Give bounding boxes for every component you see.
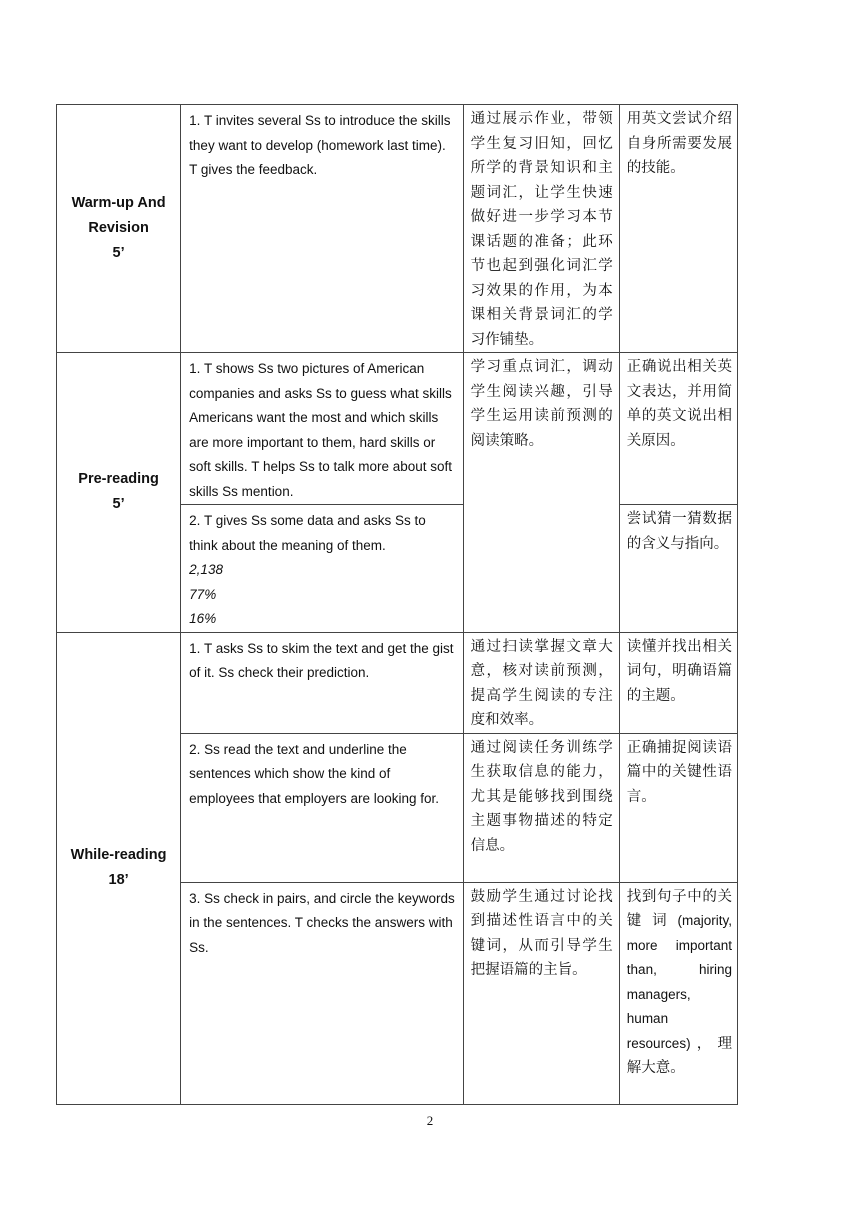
purpose-cell: 通过阅读任务训练学生获取信息的能力，尤其是能够找到围绕主题事物描述的特定信息。 (463, 733, 619, 882)
outcome-cell: 正确说出相关英文表达，并用简单的英文说出相关原因。 (619, 353, 737, 505)
outcome-cell: 正确捕捉阅读语篇中的关键性语言。 (619, 733, 737, 882)
data-value: 16% (189, 611, 217, 626)
purpose-cell: 鼓励学生通过讨论找到描述性语言中的关键词，从而引导学生把握语篇的主旨。 (463, 882, 619, 1104)
outcome-keywords: (majority, more important than, hiring managers, human resources) (626, 913, 732, 1051)
outcome-prefix: 找到句子中的关键词 (626, 888, 732, 929)
purpose-cell: 通过扫读掌握文章大意，核对读前预测，提高学生阅读的专注度和效率。 (463, 632, 619, 733)
activity-cell: 2. Ss read the text and underline the sentences which show the kind of employees that employers are looking for. (181, 733, 463, 882)
data-value: 77% (189, 586, 217, 602)
stage-time: 5’ (112, 245, 125, 261)
outcome-cell: 读懂并找出相关词句，明确语篇的主题。 (619, 632, 737, 733)
stage-time: 18’ (108, 872, 129, 888)
outcome-cell: 尝试猜一猜数据的含义与指向。 (619, 505, 737, 633)
activity-text: 2. T gives Ss some data and asks Ss to think about the meaning of them. (189, 513, 426, 553)
table-row (57, 353, 738, 505)
stage-name: While-reading (70, 847, 167, 863)
activity-cell: 1. T shows Ss two pictures of American companies and asks Ss to guess what skills Americans want the most and which skills are more important to them, hard skills or soft skills. T helps Ss to talk more about soft skills Ss mention. (181, 353, 463, 505)
activity-cell: 1. T asks Ss to skim the text and get the gist of it. Ss check their prediction. (181, 632, 463, 733)
table-row (57, 632, 738, 733)
outcome-cell: 用英文尝试介绍自身所需要发展的技能。 (619, 105, 737, 353)
table-row (57, 105, 738, 353)
outcome-cell (619, 882, 737, 1104)
stage-cell-whilereading (57, 632, 181, 1104)
outcome-suffix: ，理解大意。 (626, 1035, 732, 1076)
stage-time: 5’ (112, 496, 125, 513)
stage-cell-warmup (57, 105, 181, 353)
purpose-cell: 学习重点词汇，调动学生阅读兴趣，引导学生运用读前预测的阅读策略。 (463, 353, 619, 633)
page-number: 2 (426, 1113, 434, 1128)
activity-cell: 1. T invites several Ss to introduce the skills they want to develop (homework last time). T gives the feedback. (181, 105, 463, 353)
lesson-plan-table (56, 104, 738, 1105)
data-value: 2,138 (189, 562, 223, 577)
purpose-cell: 通过展示作业，带领学生复习旧知，回忆所学的背景知识和主题词汇，让学生快速做好进一步学习本节课话题的准备；此环节也起到强化词汇学习效果的作用，为本课相关背景词汇的学习作铺垫。 (463, 105, 619, 353)
activity-cell (181, 505, 463, 633)
activity-cell: 3. Ss check in pairs, and circle the keywords in the sentences. T checks the answers with Ss. (181, 882, 463, 1104)
stage-name: Warm-up And Revision (71, 195, 166, 236)
stage-cell-prereading (57, 353, 181, 633)
stage-name: Pre-reading (78, 471, 159, 488)
